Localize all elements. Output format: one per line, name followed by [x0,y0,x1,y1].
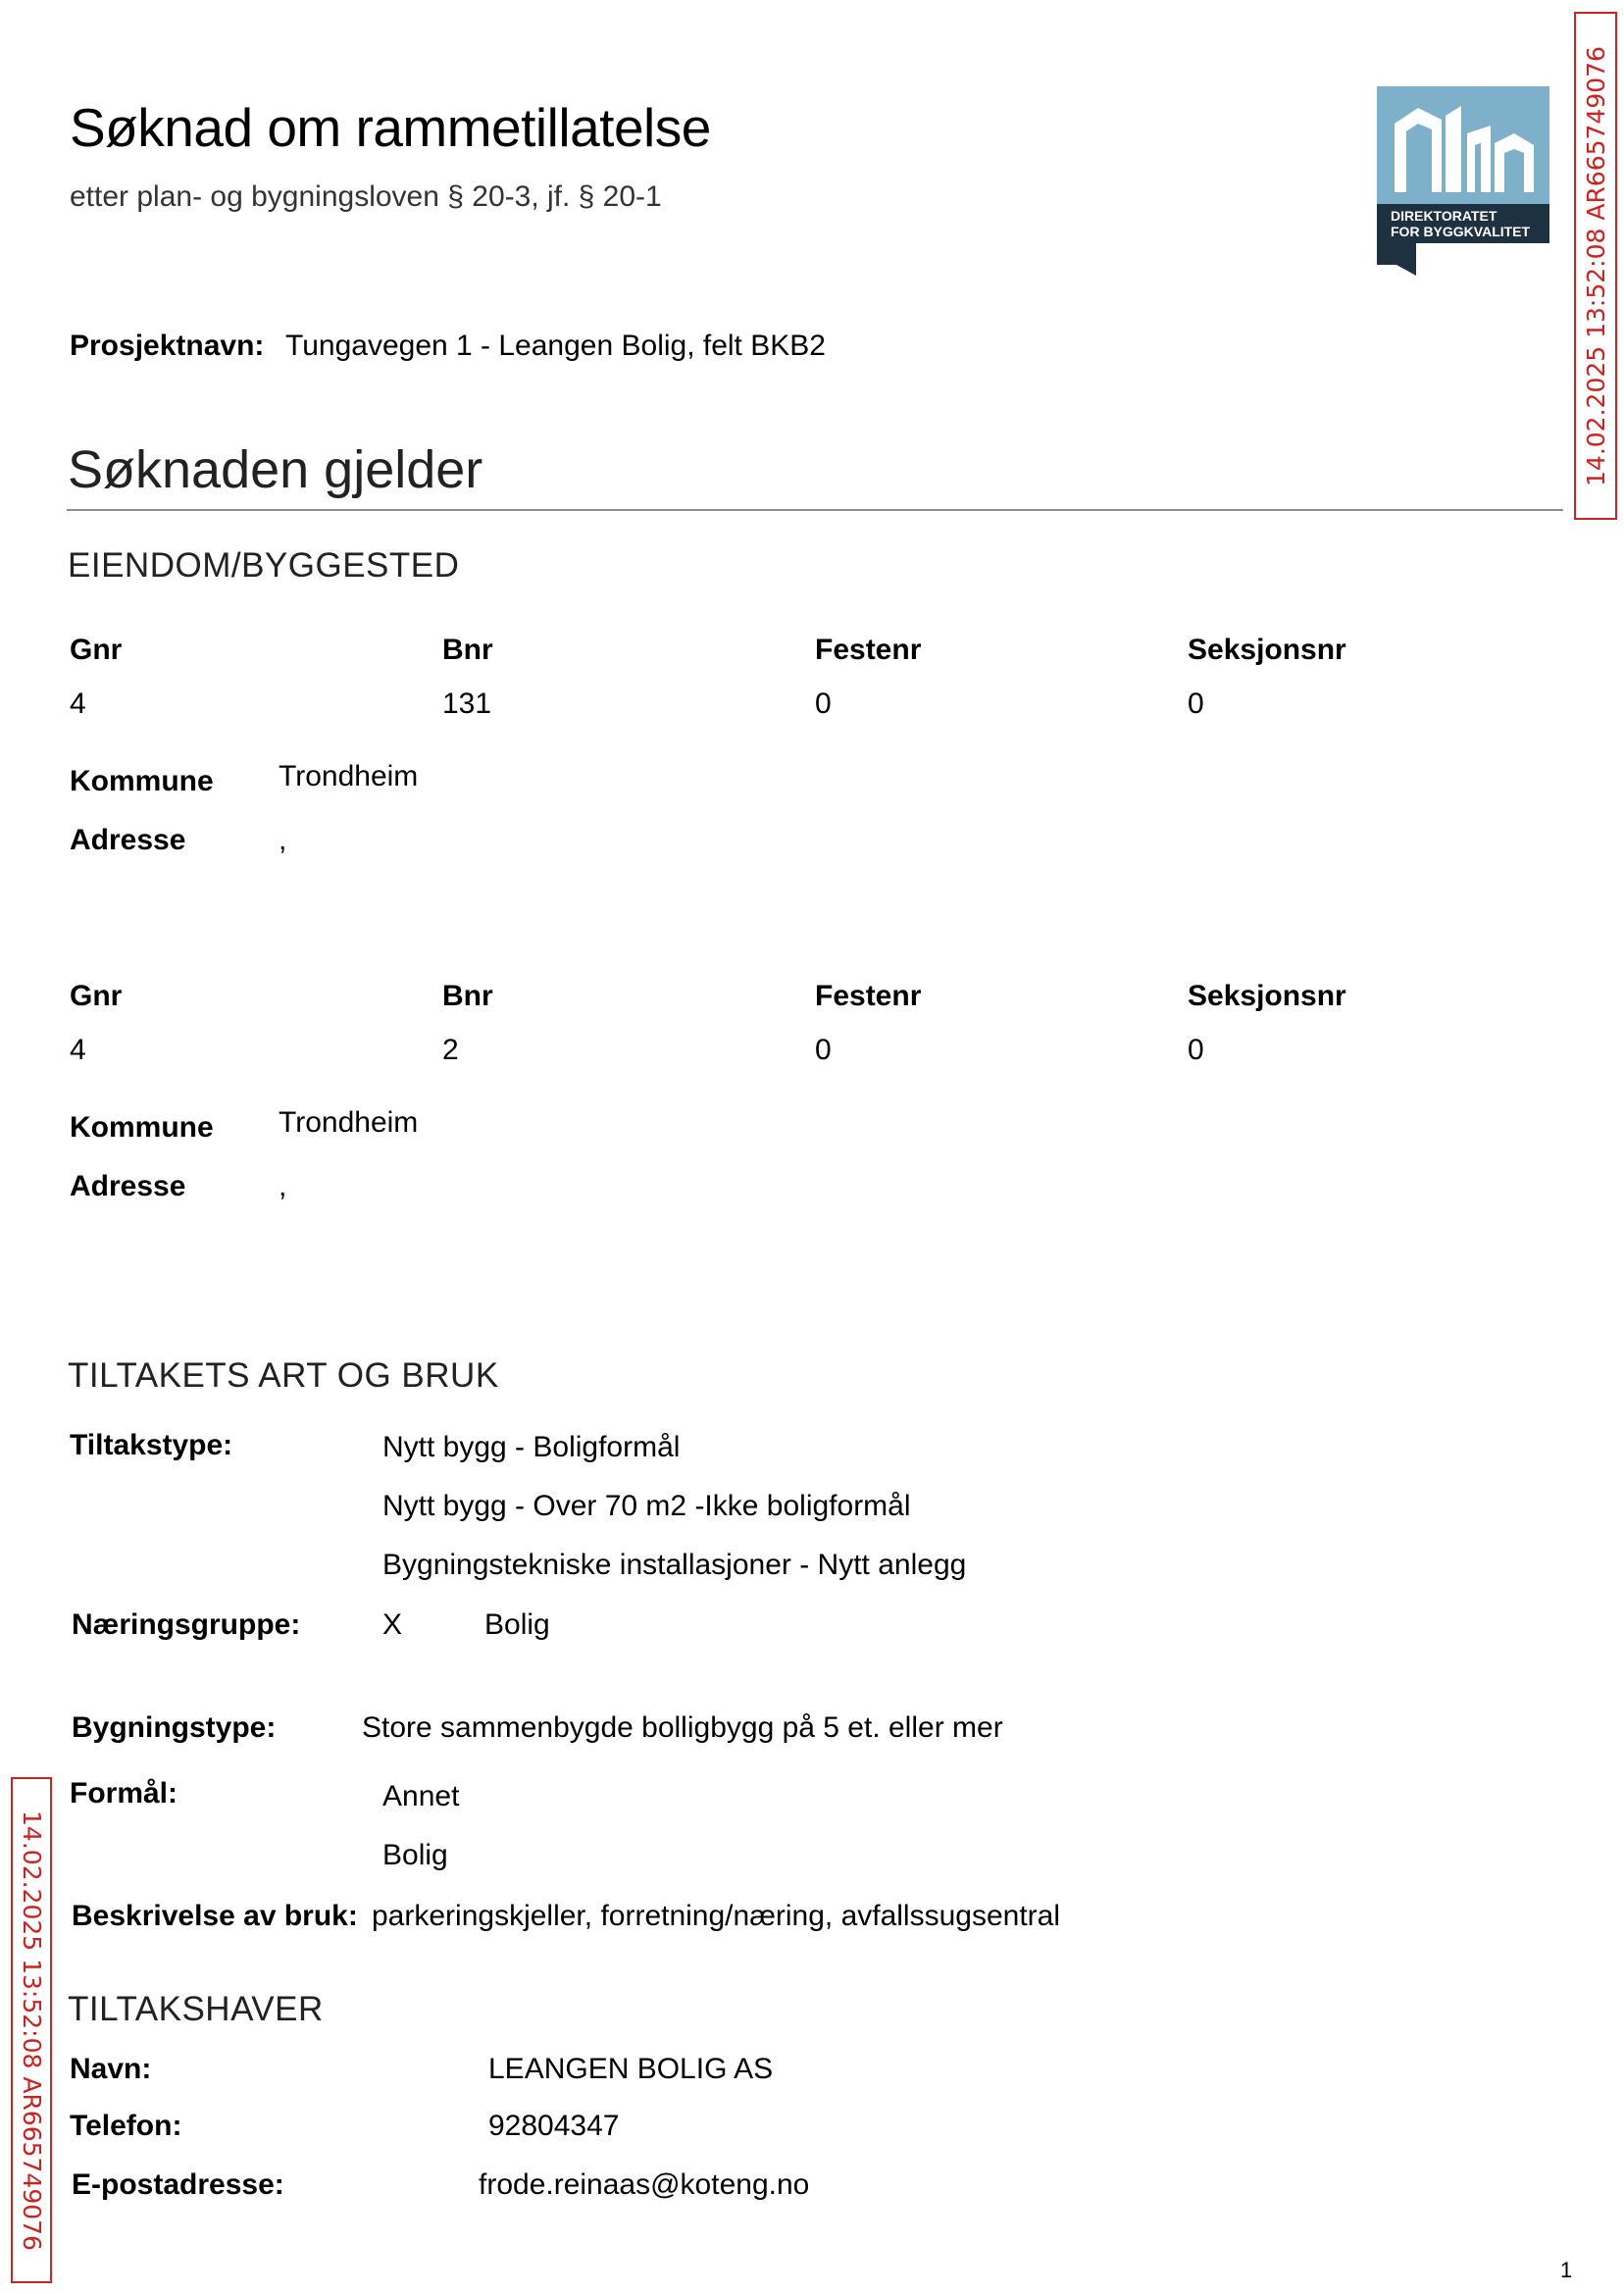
kommune-label: Kommune [70,765,214,797]
kommune-label: Kommune [70,1111,214,1144]
adresse-value: , [279,1170,287,1202]
kommune-value: Trondheim [279,1106,419,1139]
page-number: 1 [1560,2258,1573,2282]
kommune-value: Trondheim [279,760,419,792]
col-festenr: Festenr [815,980,922,1012]
navn-label: Navn: [70,2053,152,2085]
tiltakstype-value: Nytt bygg - Over 70 m2 -Ikke boligformål [382,1490,911,1522]
seksjonsnr-value: 0 [1188,1034,1204,1066]
col-gnr: Gnr [70,634,123,666]
tiltakstype-label: Tiltakstype: [70,1429,233,1461]
epost-value: frode.reinaas@koteng.no [479,2168,810,2201]
epost-label: E-postadresse: [72,2168,284,2201]
timestamp-stamp-top [1574,12,1617,520]
property-heading: EIENDOM/BYGGESTED [68,546,460,585]
dibk-logo [1377,86,1549,276]
navn-value: LEANGEN BOLIG AS [488,2053,774,2085]
gnr-value: 4 [70,688,86,720]
tiltakstype-value: Bygningstekniske installasjoner - Nytt anlegg [382,1549,967,1581]
adresse-value: , [279,824,287,856]
beskrivelse-value: parkeringskjeller, forretning/næring, avfallssugsentral [372,1900,1061,1932]
telefon-label: Telefon: [70,2110,182,2142]
tiltak-heading: TILTAKETS ART OG BRUK [68,1356,499,1395]
tiltakshaver-heading: TILTAKSHAVER [68,1990,324,2028]
formal-value: Annet [382,1780,460,1812]
document-title: Søknad om rammetillatelse [70,97,711,158]
bygningstype-label: Bygningstype: [72,1711,277,1744]
project-value: Tungavegen 1 - Leangen Bolig, felt BKB2 [285,330,826,362]
col-seksjonsnr: Seksjonsnr [1188,980,1346,1012]
seksjonsnr-value: 0 [1188,688,1204,720]
bnr-value: 2 [442,1034,459,1066]
formal-value: Bolig [382,1839,448,1871]
adresse-label: Adresse [70,1170,186,1202]
formal-label: Formål: [70,1777,178,1810]
stamp-text: 14.02.2025 13:52:08 AR665749076 [1581,45,1610,486]
festenr-value: 0 [815,688,832,720]
col-gnr: Gnr [70,980,123,1012]
project-label: Prosjektnavn: [70,330,265,362]
col-seksjonsnr: Seksjonsnr [1188,634,1346,666]
naeringsgruppe-label: Næringsgruppe: [72,1608,301,1641]
naeringsgruppe-value: Bolig [484,1608,550,1641]
beskrivelse-label: Beskrivelse av bruk: [72,1900,358,1932]
col-festenr: Festenr [815,634,922,666]
adresse-label: Adresse [70,824,186,856]
section-divider [67,509,1563,511]
logo-text-1: DIREKTORATET [1391,208,1497,224]
telefon-value: 92804347 [488,2110,620,2142]
stamp-text: 14.02.2025 13:52:08 AR665749076 [17,1810,46,2251]
section-heading: Søknaden gjelder [68,440,483,499]
bygningstype-value: Store sammenbygde bolligbygg på 5 et. eller mer [362,1711,1003,1744]
col-bnr: Bnr [442,980,493,1012]
timestamp-stamp-left [11,1777,52,2283]
bnr-value: 131 [442,688,492,720]
tiltakstype-value: Nytt bygg - Boligformål [382,1431,681,1463]
festenr-value: 0 [815,1034,832,1066]
col-bnr: Bnr [442,634,493,666]
logo-text-2: FOR BYGGKVALITET [1391,224,1531,239]
dibk-logo-icon [1377,86,1549,276]
gnr-value: 4 [70,1034,86,1066]
document-subtitle: etter plan- og bygningsloven § 20-3, jf. § 20-1 [70,180,662,213]
naeringsgruppe-code: X [382,1608,403,1641]
